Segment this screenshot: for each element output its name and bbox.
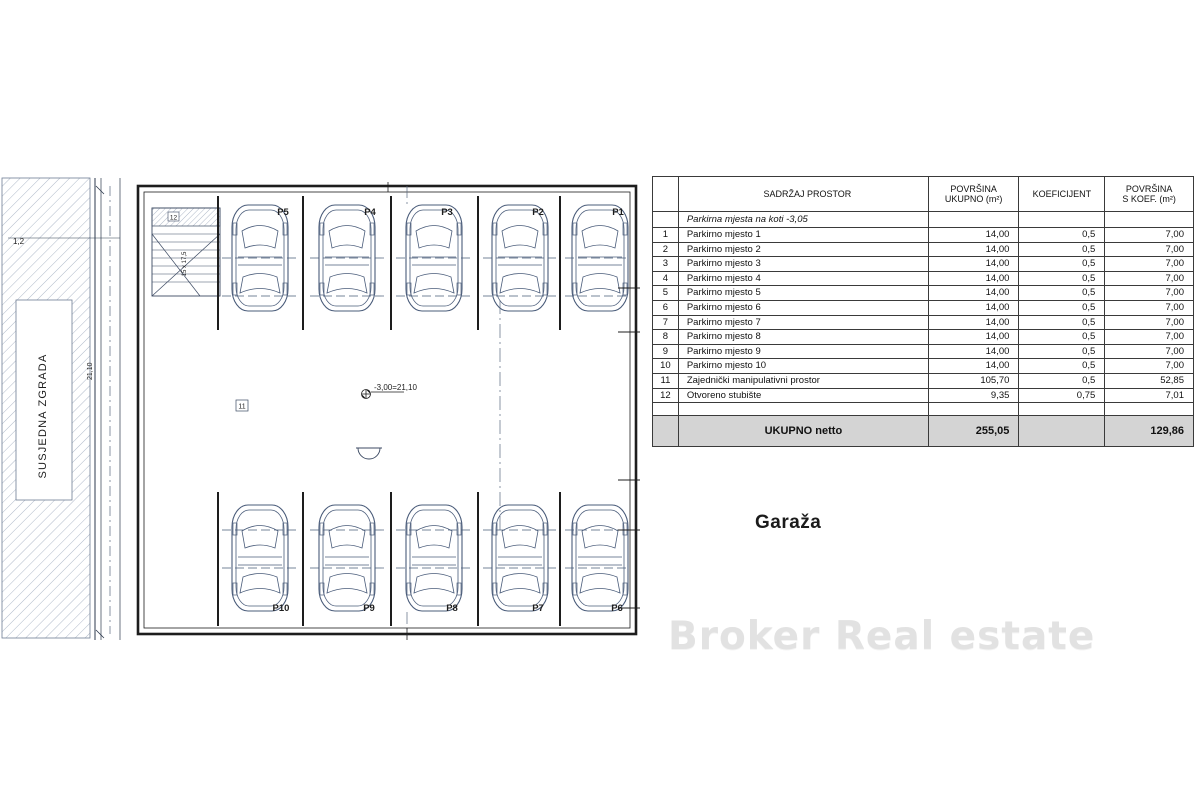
svg-text:12: 12 [169,214,178,222]
total-label: UKUPNO netto [678,416,928,447]
row-coef: 0,5 [1019,373,1105,388]
row-area-coef: 7,00 [1105,315,1194,330]
area-schedule [652,176,1194,447]
table-row [653,286,1194,301]
area-table [652,176,1194,447]
row-area-coef: 7,01 [1105,388,1194,403]
row-desc: Parkirno mjesto 2 [678,242,928,257]
stall-label-p5: P5 [277,207,289,218]
table-row [653,344,1194,359]
stall-label-p2: P2 [532,207,544,218]
row-desc: Parkirno mjesto 6 [678,300,928,315]
stall-label-p6: P6 [611,603,623,614]
row-no: 1 [653,228,679,243]
stall-label-p3: P3 [441,207,453,218]
row-desc: Parkirno mjesto 4 [678,271,928,286]
car-bottom-4 [492,505,548,611]
table-row [653,373,1194,388]
level-note: -3,00=21,10 [374,383,417,392]
stall-label-p4: P4 [364,207,376,218]
row-area-coef: 7,00 [1105,257,1194,272]
header-coefficient: KOEFICIJENT [1019,177,1105,212]
table-row [653,242,1194,257]
row-area: 14,00 [928,344,1019,359]
row-area: 14,00 [928,315,1019,330]
row-no: 9 [653,344,679,359]
stall-label-p10: P10 [272,603,290,614]
row-coef: 0,5 [1019,344,1105,359]
row-desc: Zajednički manipulativni prostor [678,373,928,388]
aisle-centreline [407,186,500,636]
row-area-coef: 7,00 [1105,330,1194,345]
level-marker [362,383,418,399]
total-area: 255,05 [928,416,1019,447]
total-area-coef: 129,86 [1105,416,1194,447]
table-row [653,388,1194,403]
header-area-coef-line1: POVRŠINA [1125,183,1173,194]
row-no: 12 [653,388,679,403]
row-area-coef: 7,00 [1105,242,1194,257]
row-coef: 0,5 [1019,228,1105,243]
row-no: 10 [653,359,679,374]
room-marker-11 [236,400,248,411]
row-coef: 0,5 [1019,300,1105,315]
row-area: 14,00 [928,242,1019,257]
row-no: 11 [653,373,679,388]
row-no: 2 [653,242,679,257]
row-desc: Parkirno mjesto 9 [678,344,928,359]
stall-label-p7: P7 [532,603,544,614]
row-desc: Parkirno mjesto 3 [678,257,928,272]
car-bottom-2 [319,505,375,611]
row-coef: 0,5 [1019,315,1105,330]
watermark: Broker Real estate [668,614,1096,659]
row-desc: Otvoreno stubište [678,388,928,403]
stall-label-p8: P8 [446,603,458,614]
table-total-row [653,416,1194,447]
header-area-coef-line2: S KOEF. (m²) [1122,194,1176,204]
row-coef: 0,75 [1019,388,1105,403]
row-area-coef: 7,00 [1105,286,1194,301]
table-row [653,271,1194,286]
bay-dividers [218,196,560,626]
header-content: SADRŽAJ PROSTOR [678,177,928,212]
row-area-coef: 7,00 [1105,300,1194,315]
row-area: 14,00 [928,286,1019,301]
table-row [653,228,1194,243]
row-desc: Parkirno mjesto 5 [678,286,928,301]
table-header-row [653,177,1194,212]
garage-outline [138,186,636,634]
table-row [653,257,1194,272]
row-desc: Parkirno mjesto 1 [678,228,928,243]
row-area: 105,70 [928,373,1019,388]
row-area: 14,00 [928,271,1019,286]
row-area-coef: 52,85 [1105,373,1194,388]
boundary-lines [95,178,120,640]
row-coef: 0,5 [1019,242,1105,257]
row-area-coef: 7,00 [1105,228,1194,243]
stall-label-p1: P1 [612,207,624,218]
table-spacer-row [653,403,1194,416]
row-area: 14,00 [928,330,1019,345]
stall-label-p9: P9 [363,603,375,614]
row-desc: Parkirno mjesto 8 [678,330,928,345]
stairs [152,208,220,296]
header-area-coef [1105,177,1194,212]
row-no: 5 [653,286,679,301]
total-coef [1019,416,1105,447]
car-bottom-1 [232,505,288,611]
svg-text:11: 11 [238,403,246,411]
table-row [653,315,1194,330]
row-coef: 0,5 [1019,359,1105,374]
header-area-total [928,177,1019,212]
neighbour-building-label: SUSJEDNA ZGRADA [37,353,49,479]
row-coef: 0,5 [1019,271,1105,286]
row-coef: 0,5 [1019,257,1105,272]
row-area-coef: 7,00 [1105,344,1194,359]
header-area-total-line1: POVRŠINA [950,183,997,194]
row-area: 14,00 [928,300,1019,315]
row-area-coef: 7,00 [1105,271,1194,286]
row-area: 14,00 [928,257,1019,272]
section-title: Parkirna mjesta na koti -3,05 [678,212,928,228]
svg-text:21,10: 21,10 [87,362,94,380]
header-no [653,177,679,212]
row-no: 3 [653,257,679,272]
svg-text:15 x 17,5: 15 x 17,5 [182,251,188,277]
table-row [653,359,1194,374]
row-area-coef: 7,00 [1105,359,1194,374]
car-bottom-5 [572,505,628,611]
table-row [653,300,1194,315]
row-no: 6 [653,300,679,315]
row-no: 4 [653,271,679,286]
row-area: 14,00 [928,359,1019,374]
row-no: 7 [653,315,679,330]
car-bottom-3 [406,505,462,611]
table-section-row [653,212,1194,228]
row-coef: 0,5 [1019,286,1105,301]
table-row [653,330,1194,345]
plan-caption: Garaža [755,512,822,533]
row-coef: 0,5 [1019,330,1105,345]
row-desc: Parkirno mjesto 7 [678,315,928,330]
row-area: 14,00 [928,228,1019,243]
row-desc: Parkirno mjesto 10 [678,359,928,374]
header-area-total-line2: UKUPNO (m²) [944,194,1003,204]
svg-text:1,2: 1,2 [13,237,25,246]
row-no: 8 [653,330,679,345]
row-area: 9,35 [928,388,1019,403]
floor-drain-icon [356,448,382,459]
